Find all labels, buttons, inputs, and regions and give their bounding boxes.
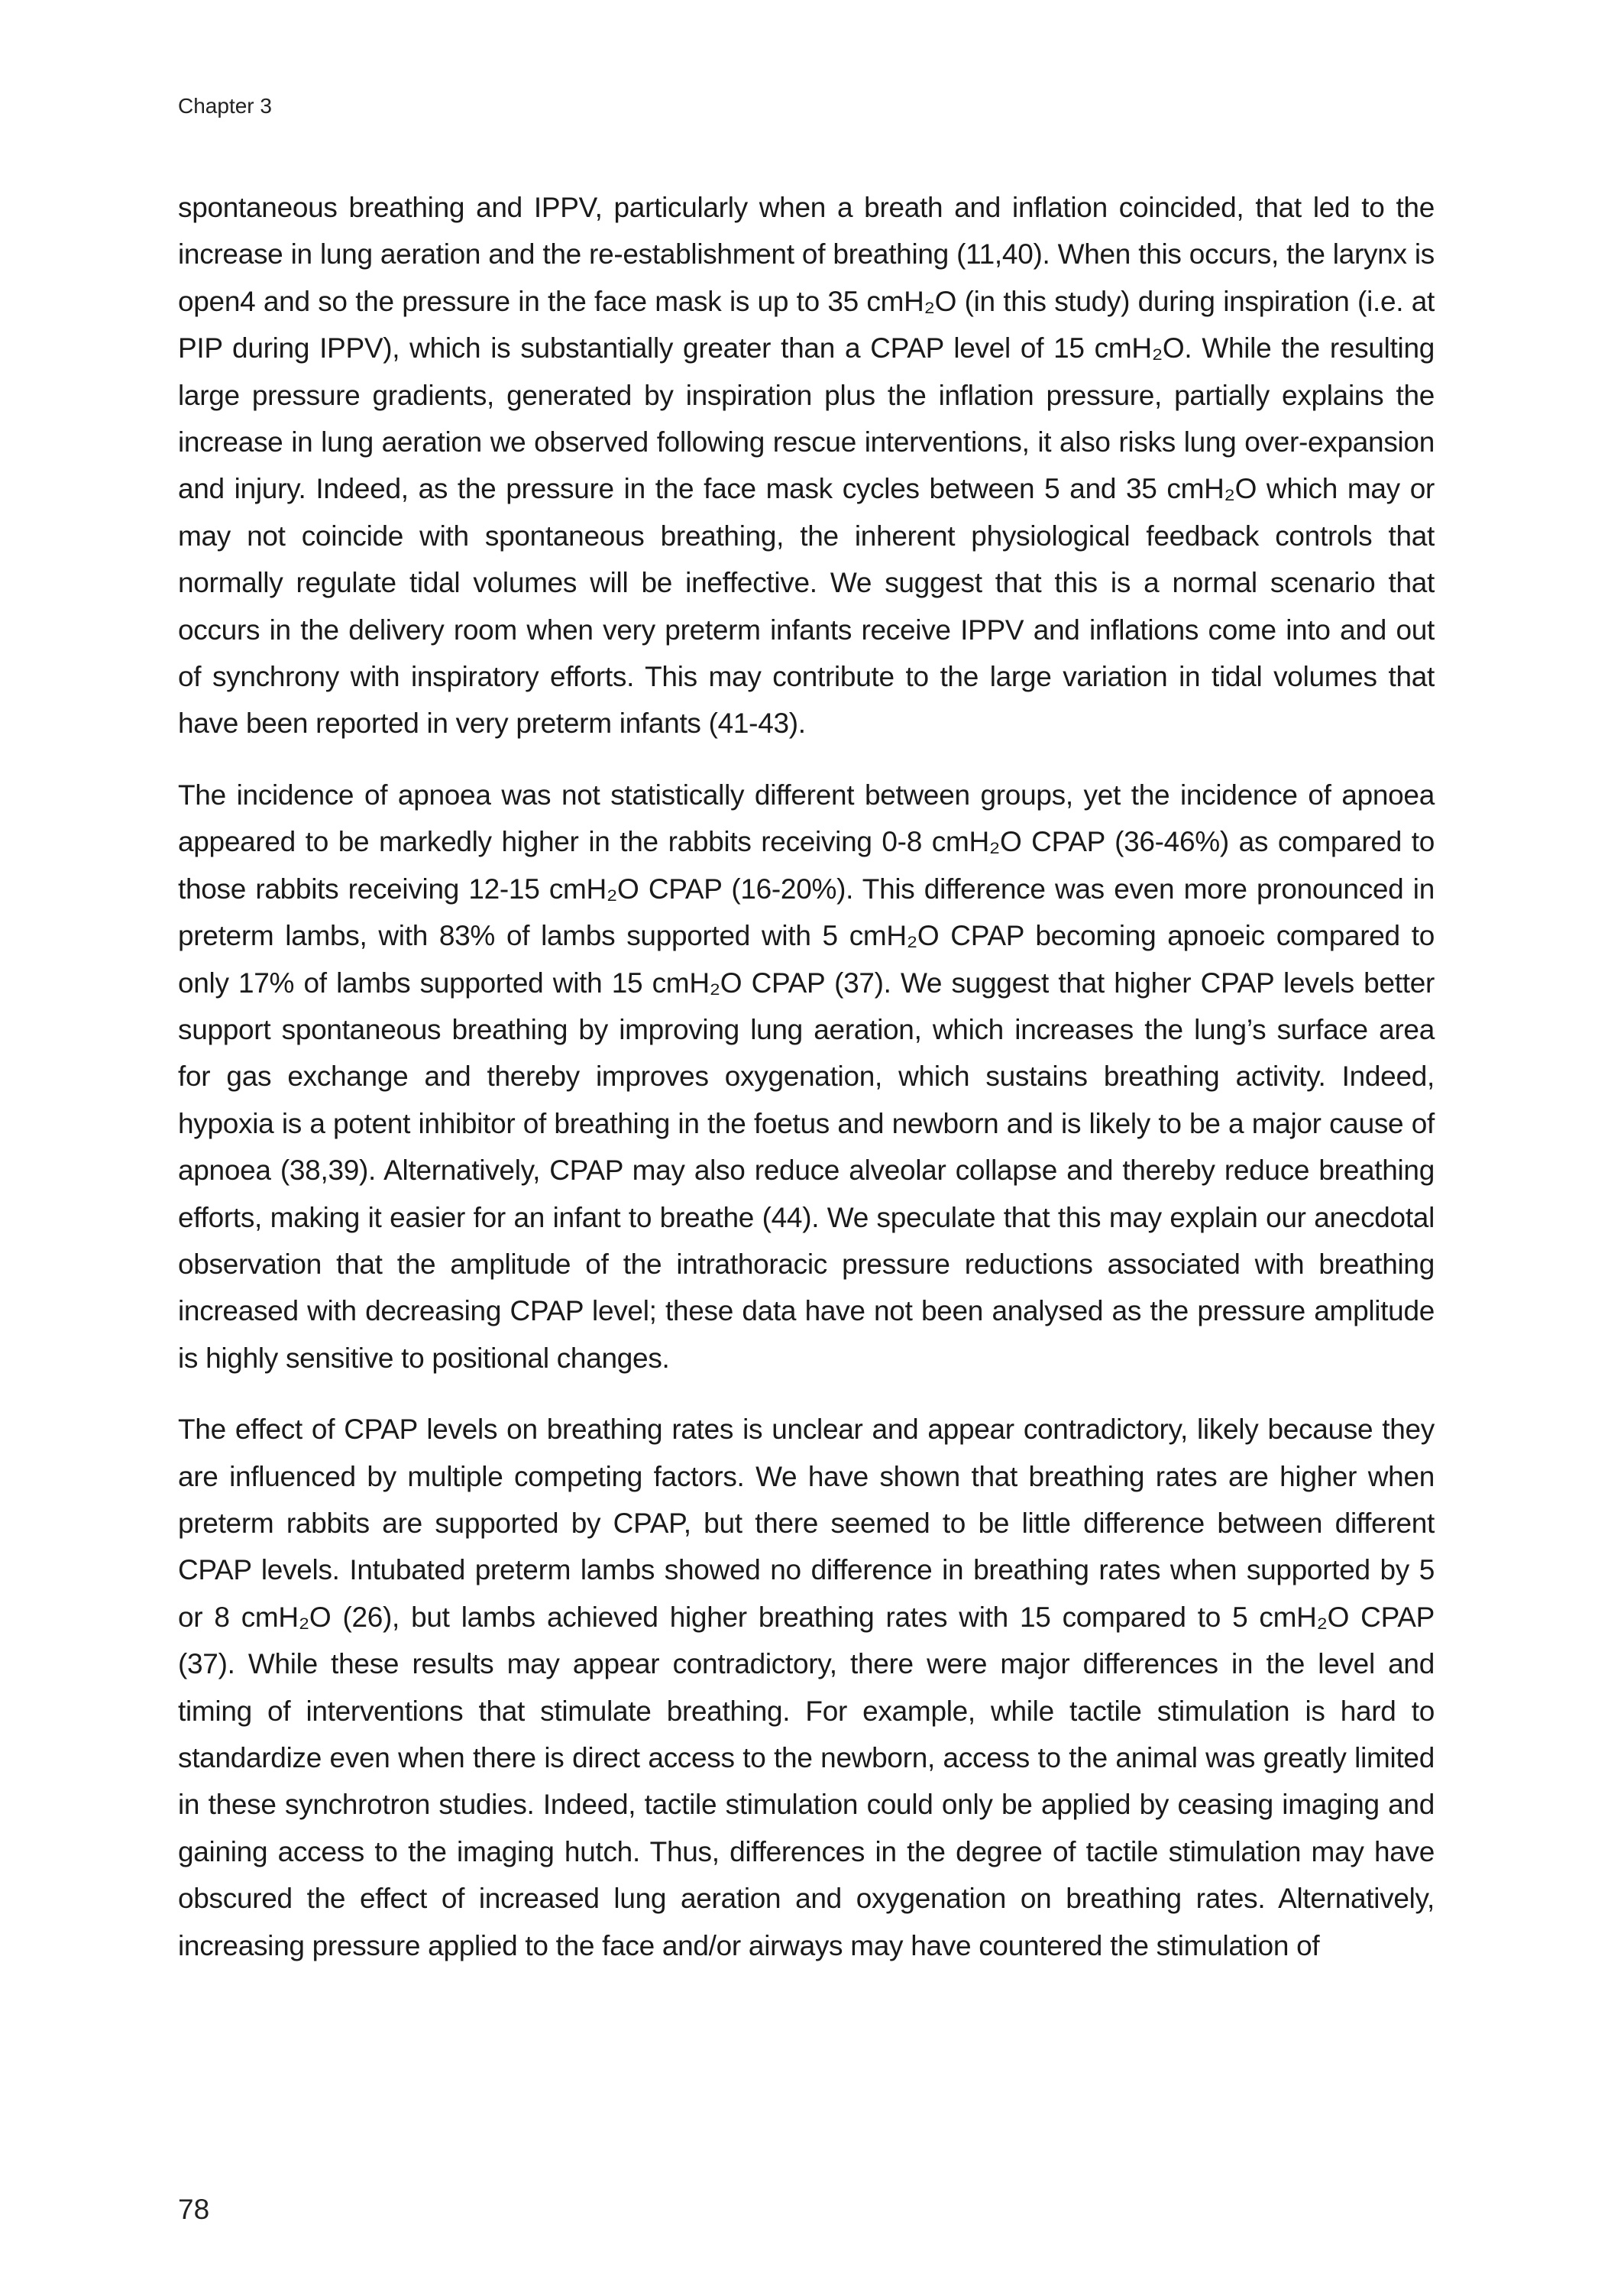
paragraph-breathing-ippv: spontaneous breathing and IPPV, particularly when a breath and inflation coincided, that led to the increase in lung aeration and the re-establishment of breathing (11,40). When this occurs, the larynx is open4 and so the pressure in the face mask is up to 35 cmH₂O (in this study) during inspiration (i.e. at PIP during IPPV), which is substantially greater than a CPAP level of 15 cmH₂O. While the resulting large pressure gradients, generated by inspiration plus the inflation pressure, partially explains the increase in lung aeration we observed following rescue interventions, it also risks lung over-expansion and injury. Indeed, as the pressure in the face mask cycles between 5 and 35 cmH₂O which may or may not coincide with spontaneous breathing, the inherent physiological feedback controls that normally regulate tidal volumes will be ineffective. We suggest that this is a normal scenario that occurs in the delivery room when very preterm infants receive IPPV and inflations come into and out of synchrony with inspiratory efforts. This may contribute to the large variation in tidal volumes that have been reported in very preterm infants (41-43). [178, 192, 1435, 740]
paragraph-breathing-rates: The effect of CPAP levels on breathing rates is unclear and appear contradictory, likely because they are influenced by multiple competing factors. We have shown that breathing rates are higher when preterm rabbits are supported by CPAP, but there seemed to be little difference between different CPAP levels. Intubated preterm lambs showed no difference in breathing rates when supported by 5 or 8 cmH₂O (26), but lambs achieved higher breathing rates with 15 compared to 5 cmH₂O CPAP (37). While these results may appear contradictory, there were major differences in the level and timing of interventions that stimulate breathing. For example, while tactile stimulation is hard to standardize even when there is direct access to the newborn, access to the animal was greatly limited in these synchrotron studies. Indeed, tactile stimulation could only be applied by ceasing imaging and gaining access to the imaging hutch. Thus, differences in the degree of tactile stimulation may have obscured the effect of increased lung aeration and oxygenation on breathing rates. Alternatively, increasing pressure applied to the face and/or airways may have countered the stimulation of [178, 1414, 1435, 1961]
paragraph-apnoea-incidence: The incidence of apnoea was not statistically different between groups, yet the incidence of apnoea appeared to be markedly higher in the rabbits receiving 0-8 cmH₂O CPAP (36-46%) as compared to those rabbits receiving 12-15 cmH₂O CPAP (16-20%). This difference was even more pronounced in preterm lambs, with 83% of lambs supported with 5 cmH₂O CPAP becoming apnoeic compared to only 17% of lambs supported with 15 cmH₂O CPAP (37). We suggest that higher CPAP levels better support spontaneous breathing by improving lung aeration, which increases the lung’s surface area for gas exchange and thereby improves oxygenation, which sustains breathing activity. Indeed, hypoxia is a potent inhibitor of breathing in the foetus and newborn and is likely to be a major cause of apnoea (38,39). Alternatively, CPAP may also reduce alveolar collapse and thereby reduce breathing efforts, making it easier for an infant to breathe (44). We speculate that this may explain our anecdotal observation that the amplitude of the intrathoracic pressure reductions associated with breathing increased with decreasing CPAP level; these data have not been analysed as the pressure amplitude is highly sensitive to positional changes. [178, 779, 1435, 1374]
body-text [178, 184, 1435, 1993]
running-header: Chapter 3 [178, 94, 272, 118]
page-number: 78 [178, 2194, 210, 2225]
